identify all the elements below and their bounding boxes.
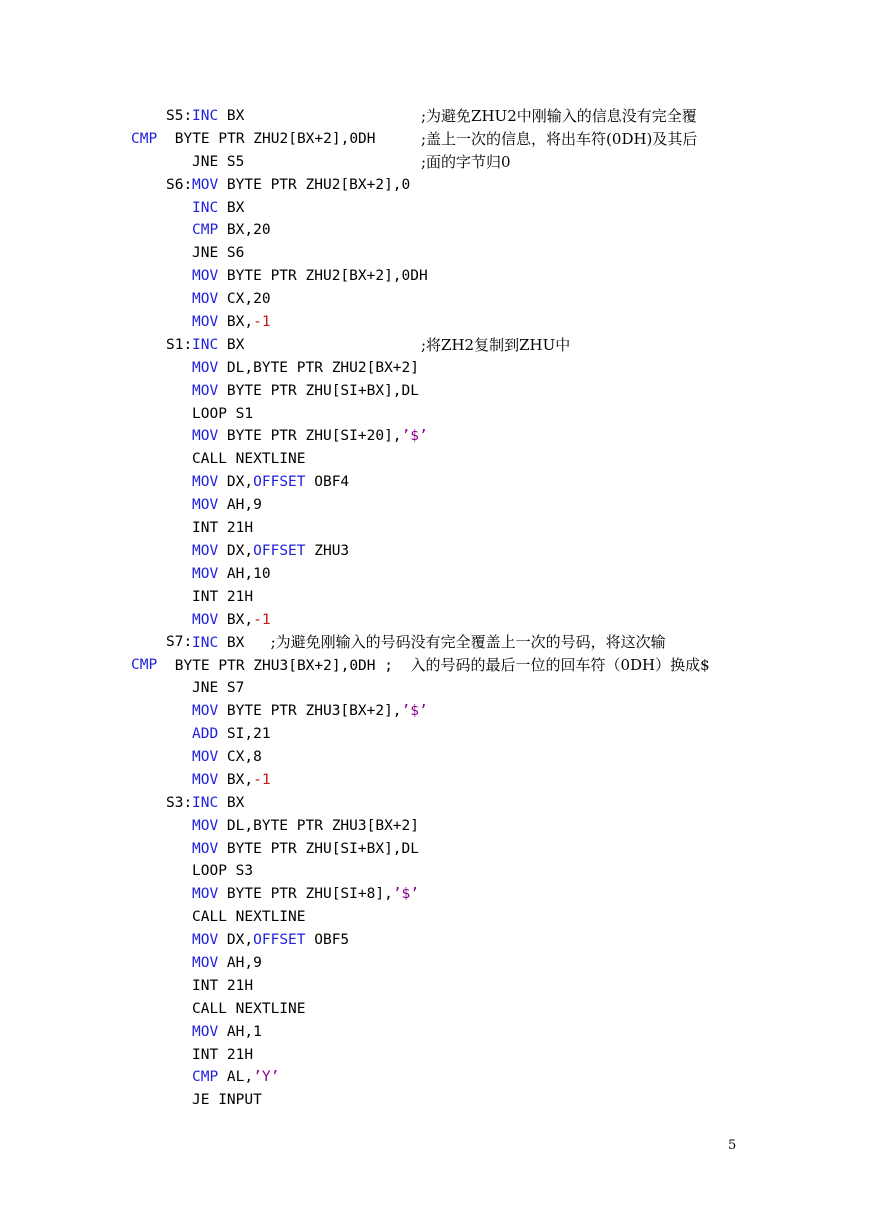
code-number: -1 [253,611,271,628]
code-line [0,288,869,311]
code-line [0,929,869,952]
code-listing [0,105,869,1112]
code-line [0,1021,869,1044]
code-keyword: CMP [192,1069,219,1086]
code-text: CX,20 [218,291,271,308]
code-body [192,494,262,517]
code-text: BX [218,635,271,652]
code-line [0,494,869,517]
code-line [0,792,869,815]
code-line [0,197,869,220]
code-comment: ;面的字节归0 [421,152,511,171]
code-text: CALL NEXTLINE [192,909,306,926]
code-keyword: MOV [192,886,219,903]
code-keyword: CMP [131,130,158,147]
code-keyword: CMP [192,222,219,239]
code-text: DL,BYTE PTR ZHU3[BX+2] [218,817,419,834]
code-text: BX [218,336,245,353]
code-comment: ;盖上一次的信息，将出车符(0DH)及其后 [421,129,698,148]
code-body [192,998,306,1021]
code-text: JNE S7 [192,680,245,697]
code-text: BYTE PTR ZHU[SI+20], [218,428,402,445]
code-comment: ;将ZH2复制到ZHU中 [421,335,571,354]
code-body [192,586,253,609]
code-text: INT 21H [192,588,254,605]
code-body [192,563,271,586]
code-body [192,860,253,883]
code-body [192,769,271,792]
code-line [0,815,869,838]
code-body [192,471,349,494]
code-keyword: ADD [192,726,219,743]
code-line [0,517,869,540]
code-comment: ;为避免ZHU2中刚输入的信息没有完全覆 [421,107,697,125]
code-body [166,654,710,678]
code-string: ’$’ [401,703,428,720]
code-text: OBF5 [305,932,350,949]
code-string: ’$’ [392,886,420,903]
code-text: LOOP S1 [192,405,254,422]
code-keyword: MOV [192,474,219,491]
code-line [0,425,869,448]
code-text: INT 21H [192,520,254,537]
code-line [0,105,869,128]
code-text: ZHU3 [305,542,350,559]
code-body [192,219,271,242]
code-body [192,540,349,563]
code-keyword: MOV [192,771,219,788]
code-text: BYTE PTR ZHU2[BX+2],0DH [218,268,428,285]
code-number: -1 [253,771,271,788]
code-text: OBF4 [305,474,350,491]
code-line [0,219,869,242]
code-line [0,998,869,1021]
code-body [192,448,306,471]
code-keyword: INC [192,794,219,811]
code-body [192,975,253,998]
code-body [192,1021,262,1044]
code-keyword: MOV [192,748,219,765]
code-line [0,952,869,975]
code-keyword: MOV [192,542,219,559]
code-line [0,838,869,861]
code-text: BX [218,108,245,124]
code-body [192,334,244,357]
code-keyword: OFFSET [253,542,306,559]
code-body [192,1066,279,1089]
code-body [192,1044,253,1067]
code-line [0,769,869,792]
code-text: AL, [218,1069,254,1086]
code-body [192,723,271,746]
code-label: S6: [166,176,193,193]
code-text: BYTE PTR ZHU[SI+BX],DL [218,382,419,399]
code-text: SI,21 [218,726,271,743]
code-text: INT 21H [192,977,254,994]
code-line [0,906,869,929]
code-text: BX,20 [218,222,271,239]
code-body [192,1089,262,1112]
code-label: S3: [166,794,193,811]
code-text: BYTE PTR ZHU3[BX+2], [218,703,402,720]
code-body [192,425,428,448]
code-text: BX [218,199,245,216]
code-line [0,334,869,357]
code-line [0,586,869,609]
code-text: AH,10 [218,565,271,582]
code-text: BYTE PTR ZHU3[BX+2],0DH ; [166,658,411,675]
code-keyword: MOV [192,1023,219,1040]
code-line [0,677,869,700]
code-body [192,105,244,128]
code-body [192,952,262,975]
code-line [0,357,869,380]
code-keyword: MOV [192,359,219,376]
code-keyword: MOV [192,497,219,514]
code-text: BX, [218,771,254,788]
code-body [192,242,244,265]
code-text: DX, [218,474,254,491]
code-body [192,609,271,632]
code-keyword: MOV [192,932,219,949]
code-keyword: OFFSET [253,932,306,949]
code-keyword: MOV [192,817,219,834]
code-text: DX, [218,932,254,949]
code-line [0,242,869,265]
code-line [0,151,869,174]
code-text: AH,9 [218,497,262,514]
code-line [0,380,869,403]
code-keyword: CMP [131,657,158,674]
code-body [192,357,419,380]
code-body [192,746,262,769]
code-keyword: MOV [192,314,219,331]
code-keyword: MOV [192,840,219,857]
code-line [0,448,869,471]
code-line [0,975,869,998]
code-line [0,860,869,883]
code-line [0,1089,869,1112]
code-line [0,609,869,632]
code-body [192,288,271,311]
code-body [192,403,253,426]
code-line [0,403,869,426]
code-keyword: INC [192,108,219,124]
code-text: CX,8 [218,748,262,765]
code-text: JE INPUT [192,1092,262,1109]
code-label: S5: [166,108,193,124]
code-text: JNE S5 [192,153,245,170]
code-line [0,654,869,677]
code-keyword: MOV [192,428,219,445]
code-line [0,1044,869,1067]
code-body [192,677,244,700]
code-line [0,563,869,586]
code-line [0,746,869,769]
code-body [166,128,376,151]
code-body [192,517,253,540]
code-text: CALL NEXTLINE [192,1000,306,1017]
code-number: -1 [253,314,271,331]
code-keyword: MOV [192,565,219,582]
code-text: BX, [218,314,254,331]
code-comment: 入的号码的最后一位的回车符（0DH）换成$ [410,656,710,675]
code-text: AH,1 [218,1023,262,1040]
code-keyword: INC [192,199,219,216]
code-line [0,1066,869,1089]
page-number: 5 [728,1138,737,1153]
code-text: BYTE PTR ZHU[SI+BX],DL [218,840,419,857]
code-line [0,883,869,906]
code-body [192,929,349,952]
code-body [192,906,306,929]
code-line [0,265,869,288]
code-line [0,700,869,723]
code-body [192,631,666,655]
code-keyword: MOV [192,954,219,971]
code-body [192,265,428,288]
code-text: INT 21H [192,1046,254,1063]
code-keyword: OFFSET [253,474,306,491]
code-body [192,838,419,861]
code-keyword: INC [192,635,219,652]
code-body [192,197,244,220]
code-body [192,792,244,815]
code-text: AH,9 [218,954,262,971]
code-string: ’$’ [401,428,428,445]
code-body [192,883,419,906]
code-keyword: MOV [192,703,219,720]
code-line [0,174,869,197]
code-text: CALL NEXTLINE [192,451,306,468]
code-body [192,700,428,723]
code-keyword: INC [192,336,219,353]
code-text: BYTE PTR ZHU[SI+8], [218,886,393,903]
code-text: DL,BYTE PTR ZHU2[BX+2] [218,359,419,376]
code-body [192,815,419,838]
code-line [0,128,869,151]
code-keyword: MOV [192,268,219,285]
code-text: DX, [218,542,254,559]
code-text: BYTE PTR ZHU2[BX+2],0 [218,176,411,193]
code-body [192,311,271,334]
code-text: BYTE PTR ZHU2[BX+2],0DH [166,130,376,147]
code-label: S1: [166,336,193,353]
code-line [0,540,869,563]
code-text: JNE S6 [192,245,245,262]
code-label: S7: [166,634,193,651]
code-string: ’Y’ [253,1069,280,1086]
code-text: LOOP S3 [192,863,254,880]
code-line [0,723,869,746]
code-line [0,471,869,494]
code-keyword: MOV [192,291,219,308]
code-text: BX, [218,611,254,628]
code-comment: ;为避免刚输入的号码没有完全覆盖上一次的号码，将这次输 [270,633,666,652]
code-keyword: MOV [192,176,219,193]
code-body [192,380,419,403]
code-keyword: MOV [192,611,219,628]
code-body [192,174,410,197]
code-keyword: MOV [192,382,219,399]
code-text: BX [218,794,245,811]
code-body [192,151,244,174]
code-line [0,631,869,654]
code-line [0,311,869,334]
